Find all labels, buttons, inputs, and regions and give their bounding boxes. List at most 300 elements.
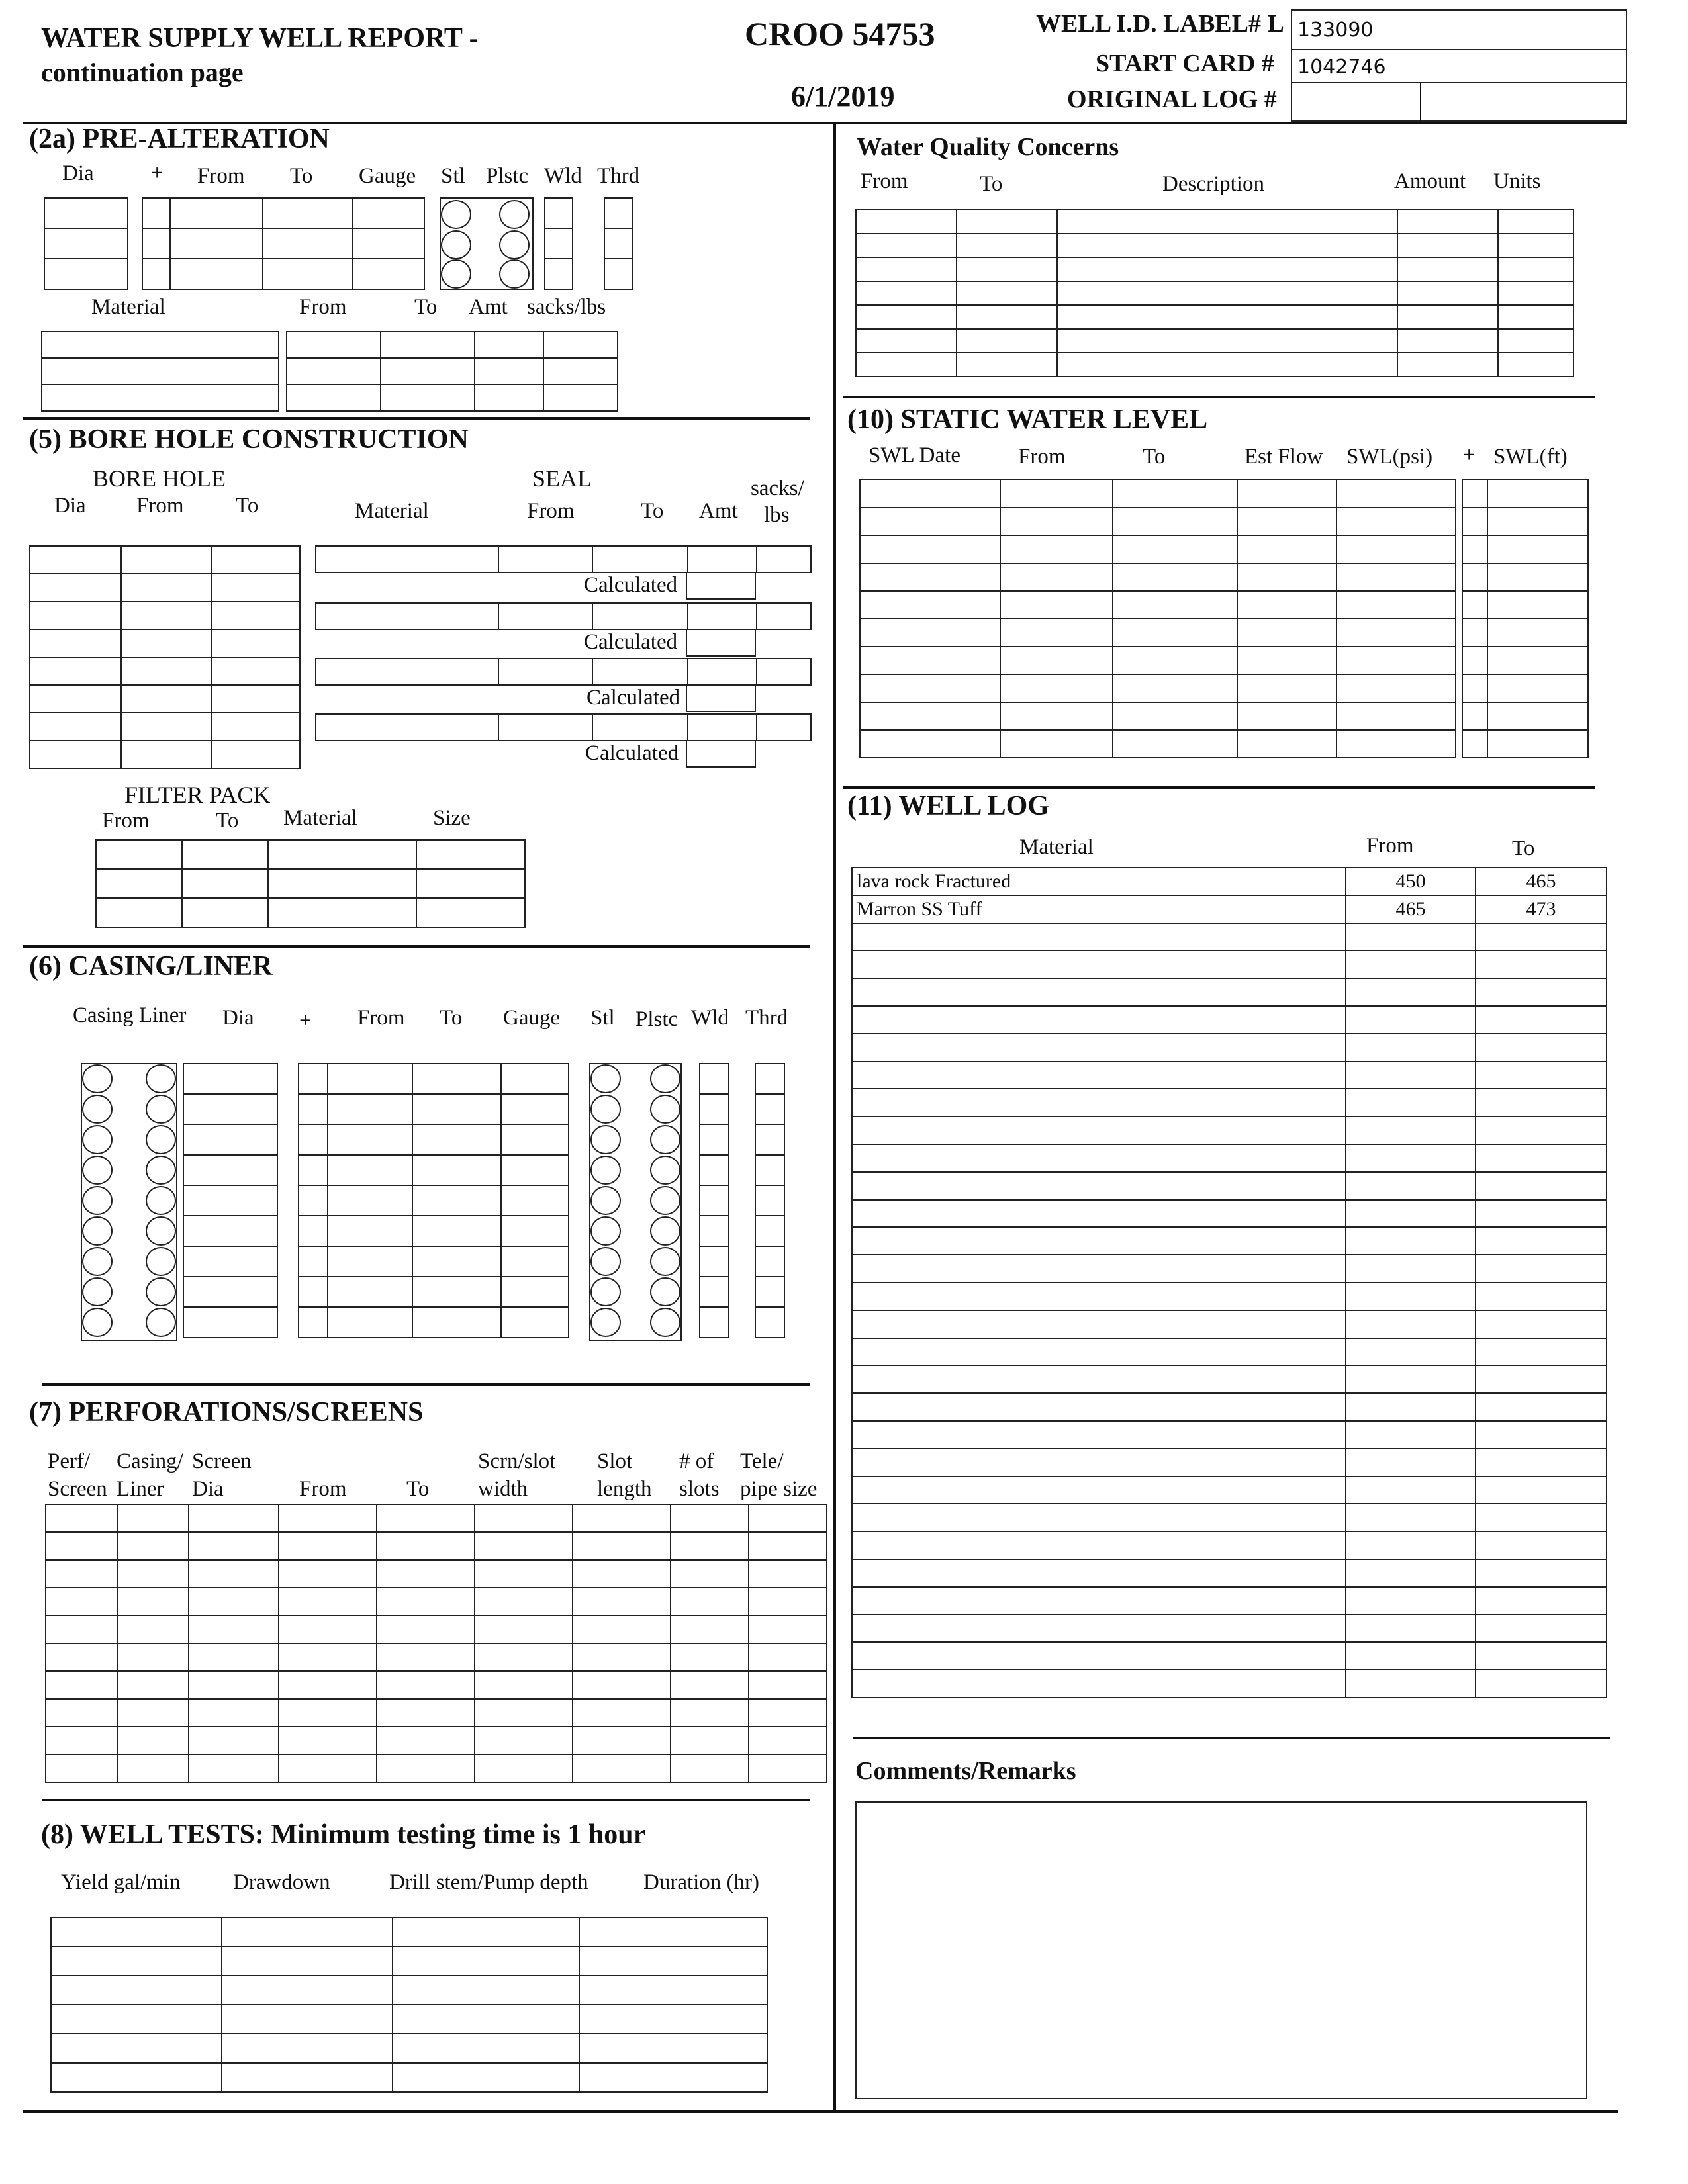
well-test-row-cell[interactable] (222, 2005, 393, 2034)
swl-ft-row-cell[interactable] (1487, 619, 1588, 647)
swl-row-cell[interactable] (1000, 619, 1113, 647)
swl-row[interactable] (860, 591, 1456, 619)
perf-row-cell[interactable] (671, 1754, 749, 1782)
well-log-row-cell[interactable] (852, 1393, 1346, 1421)
well-log-row-cell[interactable] (1476, 1227, 1607, 1255)
swl-row-cell[interactable] (1113, 647, 1237, 674)
well-log-row-cell[interactable] (852, 1559, 1346, 1587)
perf-row-cell[interactable] (279, 1588, 377, 1615)
well-log-row-cell[interactable] (1346, 1504, 1476, 1531)
perf-row-cell[interactable] (671, 1532, 749, 1560)
well-log-row[interactable] (852, 950, 1607, 978)
well-log-row-cell[interactable] (1476, 1255, 1607, 1283)
swl-ft-row[interactable] (1462, 535, 1588, 563)
perf-row[interactable] (46, 1615, 827, 1643)
well-log-row-cell[interactable] (1346, 1531, 1476, 1559)
casing-plstc-radio[interactable] (650, 1247, 680, 1276)
perf-row-cell[interactable] (46, 1727, 117, 1754)
wq-row-cell[interactable] (957, 305, 1057, 329)
pa-seal-table[interactable] (286, 331, 618, 412)
swl-ft-row-cell[interactable] (1487, 480, 1588, 508)
casing-table[interactable] (298, 1063, 569, 1338)
well-log-row[interactable] (852, 1615, 1607, 1643)
perf-row-cell[interactable] (279, 1532, 377, 1560)
perf-row-cell[interactable] (46, 1532, 117, 1560)
perf-row-cell[interactable] (573, 1643, 671, 1671)
wq-row-cell[interactable] (856, 353, 957, 377)
well-test-row[interactable] (51, 2063, 767, 2092)
swl-ft-row-cell[interactable] (1462, 591, 1487, 619)
swl-row[interactable] (860, 702, 1456, 730)
pa-plstc-radio-2[interactable] (499, 230, 530, 259)
well-test-row-cell[interactable] (393, 1946, 579, 1976)
swl-row[interactable] (860, 619, 1456, 647)
perf-row-cell[interactable] (377, 1643, 475, 1671)
swl-row-cell[interactable] (1000, 480, 1113, 508)
well-log-row[interactable] (852, 1365, 1607, 1393)
well-test-row-cell[interactable] (222, 2063, 393, 2092)
swl-row-cell[interactable] (1113, 591, 1237, 619)
well-log-row-cell[interactable] (1476, 1531, 1607, 1559)
perf-row-cell[interactable] (117, 1643, 189, 1671)
well-test-row-cell[interactable] (579, 1976, 767, 2005)
well-log-row[interactable] (852, 1089, 1607, 1116)
well-test-row-cell[interactable] (579, 2005, 767, 2034)
perf-row-cell[interactable] (475, 1615, 573, 1643)
perf-row-cell[interactable] (749, 1754, 827, 1782)
casing-plstc-radio[interactable] (650, 1156, 680, 1185)
perf-row-cell[interactable] (671, 1588, 749, 1615)
perf-row-cell[interactable] (573, 1699, 671, 1727)
perf-row-cell[interactable] (117, 1560, 189, 1588)
well-test-row[interactable] (51, 1917, 767, 1946)
swl-ft-row[interactable] (1462, 619, 1588, 647)
swl-row-cell[interactable] (1113, 535, 1237, 563)
well-log-row[interactable] (852, 1587, 1607, 1615)
casing-stl-radio[interactable] (590, 1125, 621, 1154)
swl-row-cell[interactable] (1336, 674, 1456, 702)
pa-material-table[interactable] (41, 331, 279, 412)
perf-row-cell[interactable] (671, 1699, 749, 1727)
swl-ft-row-cell[interactable] (1462, 702, 1487, 730)
perf-row-cell[interactable] (671, 1504, 749, 1532)
swl-row-cell[interactable] (1336, 619, 1456, 647)
filter-pack-table[interactable] (95, 839, 526, 928)
well-log-row-cell[interactable] (1346, 1393, 1476, 1421)
well-log-row-cell[interactable] (1346, 1615, 1476, 1643)
perf-row-cell[interactable] (475, 1699, 573, 1727)
perf-row[interactable] (46, 1754, 827, 1782)
perf-row-cell[interactable] (46, 1754, 117, 1782)
perf-row-cell[interactable] (46, 1699, 117, 1727)
perf-row-cell[interactable] (189, 1727, 279, 1754)
well-test-row[interactable] (51, 2034, 767, 2063)
perf-row-cell[interactable] (46, 1643, 117, 1671)
casing-stl-radio[interactable] (590, 1064, 621, 1093)
swl-row-cell[interactable] (1000, 563, 1113, 591)
well-log-row-cell[interactable] (852, 1089, 1346, 1116)
perf-row-cell[interactable] (671, 1560, 749, 1588)
swl-row-cell[interactable] (1336, 591, 1456, 619)
swl-row-cell[interactable] (1237, 563, 1336, 591)
perf-row-cell[interactable] (749, 1671, 827, 1699)
liner-radio[interactable] (146, 1125, 176, 1154)
perf-row-cell[interactable] (46, 1504, 117, 1532)
swl-row[interactable] (860, 674, 1456, 702)
perf-row-cell[interactable] (189, 1504, 279, 1532)
wq-row-cell[interactable] (957, 281, 1057, 305)
well-log-row-cell[interactable] (852, 978, 1346, 1006)
wq-row-cell[interactable] (1057, 234, 1397, 257)
swl-row-cell[interactable] (1237, 591, 1336, 619)
well-log-row[interactable] (852, 1477, 1607, 1504)
perf-row-cell[interactable] (279, 1560, 377, 1588)
wq-row[interactable] (856, 210, 1573, 234)
well-log-row-cell[interactable] (1476, 1615, 1607, 1643)
well-log-row-cell[interactable] (1476, 978, 1607, 1006)
seal-calc-field-3[interactable] (686, 684, 756, 712)
wq-row-cell[interactable] (1397, 281, 1498, 305)
perf-row-cell[interactable] (377, 1560, 475, 1588)
casing-stl-radio[interactable] (590, 1277, 621, 1306)
well-log-row[interactable] (852, 1172, 1607, 1200)
swl-ft-row[interactable] (1462, 480, 1588, 508)
perf-row-cell[interactable] (475, 1671, 573, 1699)
swl-ft-row-cell[interactable] (1462, 508, 1487, 535)
swl-row-cell[interactable] (860, 591, 1000, 619)
perf-row-cell[interactable] (475, 1727, 573, 1754)
well-log-row-cell[interactable] (1476, 1421, 1607, 1449)
swl-row-cell[interactable] (1336, 535, 1456, 563)
well-log-row-cell[interactable] (1476, 1365, 1607, 1393)
wq-row[interactable] (856, 353, 1573, 377)
swl-row-cell[interactable] (1113, 508, 1237, 535)
well-tests-table[interactable] (50, 1917, 768, 2093)
well-log-row-cell[interactable] (852, 1670, 1346, 1698)
wq-row-cell[interactable] (957, 210, 1057, 234)
well-log-row-cell[interactable] (1346, 978, 1476, 1006)
perf-row-cell[interactable] (377, 1532, 475, 1560)
perf-row-cell[interactable] (279, 1727, 377, 1754)
well-test-row-cell[interactable] (51, 2063, 222, 2092)
original-log-field[interactable] (1291, 82, 1627, 122)
swl-row-cell[interactable] (1336, 563, 1456, 591)
swl-row-cell[interactable] (1237, 702, 1336, 730)
perf-row-cell[interactable] (279, 1671, 377, 1699)
well-log-row-cell[interactable] (1476, 1062, 1607, 1089)
perf-row-cell[interactable] (377, 1504, 475, 1532)
perf-row-cell[interactable] (475, 1504, 573, 1532)
well-test-row-cell[interactable] (222, 1946, 393, 1976)
perf-row-cell[interactable] (749, 1727, 827, 1754)
perf-row-cell[interactable] (46, 1560, 117, 1588)
wq-row-cell[interactable] (1057, 329, 1397, 353)
casing-radio[interactable] (82, 1186, 113, 1215)
well-log-row-cell[interactable] (1346, 1144, 1476, 1172)
well-log-row-cell[interactable] (1346, 1449, 1476, 1477)
well-log-row-cell[interactable] (1476, 1006, 1607, 1034)
swl-ft-row-cell[interactable] (1462, 535, 1487, 563)
swl-row-cell[interactable] (1000, 674, 1113, 702)
perf-row-cell[interactable] (189, 1754, 279, 1782)
wq-row-cell[interactable] (1397, 329, 1498, 353)
perf-row[interactable] (46, 1727, 827, 1754)
wq-row-cell[interactable] (1397, 257, 1498, 281)
casing-radio[interactable] (82, 1247, 113, 1276)
well-log-row-cell[interactable] (1346, 1062, 1476, 1089)
wq-row-cell[interactable] (1498, 234, 1573, 257)
perf-row-cell[interactable] (749, 1560, 827, 1588)
well-log-row-cell[interactable] (1476, 1338, 1607, 1366)
casing-radio[interactable] (82, 1277, 113, 1306)
well-log-row-cell[interactable]: lava rock Fractured (852, 868, 1346, 895)
wq-row-cell[interactable] (1057, 257, 1397, 281)
swl-row[interactable] (860, 535, 1456, 563)
perf-row-cell[interactable] (475, 1588, 573, 1615)
casing-dia-table[interactable] (183, 1063, 278, 1338)
swl-row-cell[interactable] (1237, 730, 1336, 758)
liner-radio[interactable] (146, 1308, 176, 1337)
well-log-row-cell[interactable] (852, 1227, 1346, 1255)
swl-row-cell[interactable] (1336, 480, 1456, 508)
perf-row-cell[interactable] (46, 1615, 117, 1643)
wq-row-cell[interactable] (1498, 329, 1573, 353)
wq-row-cell[interactable] (957, 353, 1057, 377)
pa-wld-checks[interactable] (544, 197, 573, 290)
well-log-row-cell[interactable] (1476, 1642, 1607, 1670)
swl-row-cell[interactable] (1000, 535, 1113, 563)
perf-row-cell[interactable] (189, 1643, 279, 1671)
well-log-row-cell[interactable] (1476, 1116, 1607, 1144)
swl-row-cell[interactable] (1237, 508, 1336, 535)
swl-ft-row-cell[interactable] (1487, 563, 1588, 591)
wq-row-cell[interactable] (957, 329, 1057, 353)
well-log-row-cell[interactable] (852, 1504, 1346, 1531)
swl-ft-row[interactable] (1462, 702, 1588, 730)
well-log-row-cell[interactable] (1346, 1283, 1476, 1310)
wq-row[interactable] (856, 234, 1573, 257)
well-test-row[interactable] (51, 1976, 767, 2005)
casing-radio[interactable] (82, 1216, 113, 1246)
well-log-row-cell[interactable] (1476, 923, 1607, 951)
swl-row-cell[interactable] (1336, 647, 1456, 674)
wq-row[interactable] (856, 257, 1573, 281)
comments-textarea[interactable] (855, 1801, 1587, 2099)
swl-row-cell[interactable] (1237, 480, 1336, 508)
swl-row-cell[interactable] (1113, 480, 1237, 508)
swl-row-cell[interactable] (860, 647, 1000, 674)
wq-row-cell[interactable] (1498, 210, 1573, 234)
swl-row-cell[interactable] (1000, 647, 1113, 674)
well-test-row-cell[interactable] (51, 2005, 222, 2034)
seal-calc-field-2[interactable] (686, 629, 756, 657)
liner-radio[interactable] (146, 1186, 176, 1215)
well-log-row-cell[interactable] (1476, 1587, 1607, 1615)
perf-row-cell[interactable] (749, 1615, 827, 1643)
swl-ft-row-cell[interactable] (1487, 674, 1588, 702)
perf-row-cell[interactable] (671, 1615, 749, 1643)
swl-row[interactable] (860, 508, 1456, 535)
well-log-row[interactable] (852, 1449, 1607, 1477)
swl-ft-row-cell[interactable] (1462, 480, 1487, 508)
well-log-row[interactable] (852, 868, 1607, 895)
well-log-row[interactable] (852, 978, 1607, 1006)
perf-row-cell[interactable] (475, 1560, 573, 1588)
wq-row-cell[interactable] (1397, 305, 1498, 329)
casing-stl-radio[interactable] (590, 1216, 621, 1246)
wq-row[interactable] (856, 329, 1573, 353)
bore-hole-table[interactable] (29, 545, 301, 769)
well-log-row-cell[interactable] (852, 1200, 1346, 1228)
swl-ft-row-cell[interactable] (1487, 702, 1588, 730)
seal-row-1[interactable] (315, 545, 812, 573)
perf-row[interactable] (46, 1699, 827, 1727)
perf-row-cell[interactable] (573, 1560, 671, 1588)
well-test-row-cell[interactable] (393, 2034, 579, 2063)
well-log-row-cell[interactable]: 465 (1476, 868, 1607, 895)
swl-row-cell[interactable] (1113, 619, 1237, 647)
casing-radio[interactable] (82, 1064, 113, 1093)
wq-row-cell[interactable] (1498, 257, 1573, 281)
well-log-row[interactable] (852, 1670, 1607, 1698)
water-quality-table[interactable] (855, 209, 1574, 377)
casing-stl-radio[interactable] (590, 1308, 621, 1337)
seal-calc-field-4[interactable] (686, 740, 756, 768)
well-test-row-cell[interactable] (393, 2063, 579, 2092)
well-log-row-cell[interactable] (1476, 950, 1607, 978)
wq-row-cell[interactable] (1057, 281, 1397, 305)
well-log-row-cell[interactable] (1346, 1116, 1476, 1144)
well-log-row-cell[interactable]: 450 (1346, 868, 1476, 895)
well-log-row-cell[interactable] (852, 1283, 1346, 1310)
well-log-row-cell[interactable] (1476, 1089, 1607, 1116)
well-log-row-cell[interactable] (852, 1365, 1346, 1393)
well-log-row-cell[interactable] (1346, 1642, 1476, 1670)
well-log-row[interactable] (852, 1642, 1607, 1670)
well-test-row-cell[interactable] (393, 1917, 579, 1946)
seal-calc-field-1[interactable] (686, 572, 756, 600)
perf-row-cell[interactable] (117, 1754, 189, 1782)
well-log-row[interactable] (852, 1310, 1607, 1338)
well-log-row-cell[interactable] (852, 1642, 1346, 1670)
casing-stl-radio[interactable] (590, 1095, 621, 1124)
perf-row-cell[interactable] (117, 1671, 189, 1699)
swl-row[interactable] (860, 563, 1456, 591)
pa-plstc-radio-3[interactable] (499, 259, 530, 289)
casing-stl-radio[interactable] (590, 1156, 621, 1185)
well-log-row-cell[interactable] (1346, 923, 1476, 951)
swl-row-cell[interactable] (860, 480, 1000, 508)
well-log-row[interactable] (852, 1006, 1607, 1034)
perf-row-cell[interactable] (117, 1504, 189, 1532)
wq-row-cell[interactable] (856, 305, 957, 329)
well-log-row[interactable] (852, 1116, 1607, 1144)
well-log-row-cell[interactable] (852, 1006, 1346, 1034)
well-log-row[interactable] (852, 1200, 1607, 1228)
perf-row[interactable] (46, 1588, 827, 1615)
well-test-row[interactable] (51, 1946, 767, 1976)
well-log-row[interactable] (852, 1283, 1607, 1310)
swl-row[interactable] (860, 730, 1456, 758)
perf-row-cell[interactable] (117, 1532, 189, 1560)
casing-plstc-radio[interactable] (650, 1308, 680, 1337)
well-log-row-cell[interactable] (1346, 1034, 1476, 1062)
perf-row-cell[interactable] (377, 1615, 475, 1643)
pa-stl-radio-2[interactable] (441, 230, 471, 259)
perf-row-cell[interactable] (279, 1504, 377, 1532)
swl-row-cell[interactable] (1336, 702, 1456, 730)
casing-radio[interactable] (82, 1156, 113, 1185)
swl-ft-row-cell[interactable] (1487, 508, 1588, 535)
perforations-table[interactable] (45, 1504, 827, 1783)
perf-row-cell[interactable] (377, 1671, 475, 1699)
perf-row-cell[interactable] (189, 1532, 279, 1560)
swl-row-cell[interactable] (1336, 730, 1456, 758)
casing-thrd-checks[interactable] (755, 1063, 785, 1338)
swl-row-cell[interactable] (1000, 591, 1113, 619)
swl-row-cell[interactable] (1113, 702, 1237, 730)
wq-row-cell[interactable] (1397, 234, 1498, 257)
swl-row[interactable] (860, 480, 1456, 508)
liner-radio[interactable] (146, 1095, 176, 1124)
well-test-row-cell[interactable] (393, 1976, 579, 2005)
well-log-row-cell[interactable] (852, 1338, 1346, 1366)
perf-row-cell[interactable] (279, 1615, 377, 1643)
swl-ft-row-cell[interactable] (1487, 647, 1588, 674)
swl-ft-row-cell[interactable] (1462, 619, 1487, 647)
perf-row-cell[interactable] (475, 1754, 573, 1782)
well-test-row-cell[interactable] (51, 1917, 222, 1946)
swl-row-cell[interactable] (860, 535, 1000, 563)
swl-row-cell[interactable] (1237, 647, 1336, 674)
wq-row-cell[interactable] (1397, 210, 1498, 234)
well-log-row[interactable] (852, 895, 1607, 923)
well-log-row-cell[interactable] (1476, 1449, 1607, 1477)
swl-row[interactable] (860, 647, 1456, 674)
well-log-row-cell[interactable] (852, 1172, 1346, 1200)
well-log-row[interactable] (852, 1421, 1607, 1449)
well-log-row[interactable] (852, 1255, 1607, 1283)
well-log-row-cell[interactable] (1476, 1034, 1607, 1062)
well-log-row-cell[interactable] (1346, 1227, 1476, 1255)
perf-row-cell[interactable] (749, 1504, 827, 1532)
well-test-row-cell[interactable] (579, 1917, 767, 1946)
well-log-row[interactable] (852, 1034, 1607, 1062)
well-log-row-cell[interactable] (1346, 1089, 1476, 1116)
well-test-row-cell[interactable] (393, 2005, 579, 2034)
well-log-row-cell[interactable] (1346, 1255, 1476, 1283)
well-log-table[interactable] (851, 867, 1607, 1698)
wq-row-cell[interactable] (957, 257, 1057, 281)
well-log-row-cell[interactable] (1476, 1393, 1607, 1421)
well-test-row-cell[interactable] (51, 1946, 222, 1976)
liner-radio[interactable] (146, 1216, 176, 1246)
swl-ft-row[interactable] (1462, 508, 1588, 535)
swl-ft-row-cell[interactable] (1487, 591, 1588, 619)
well-log-row-cell[interactable] (852, 950, 1346, 978)
swl-row-cell[interactable] (860, 730, 1000, 758)
casing-radio[interactable] (82, 1095, 113, 1124)
seal-row-2[interactable] (315, 602, 812, 630)
perf-row-cell[interactable] (377, 1727, 475, 1754)
well-log-row-cell[interactable] (852, 1034, 1346, 1062)
well-log-row-cell[interactable] (852, 1421, 1346, 1449)
swl-row-cell[interactable] (860, 674, 1000, 702)
swl-ft-row[interactable] (1462, 563, 1588, 591)
well-test-row-cell[interactable] (51, 1976, 222, 2005)
wq-row[interactable] (856, 281, 1573, 305)
swl-row-cell[interactable] (1113, 730, 1237, 758)
